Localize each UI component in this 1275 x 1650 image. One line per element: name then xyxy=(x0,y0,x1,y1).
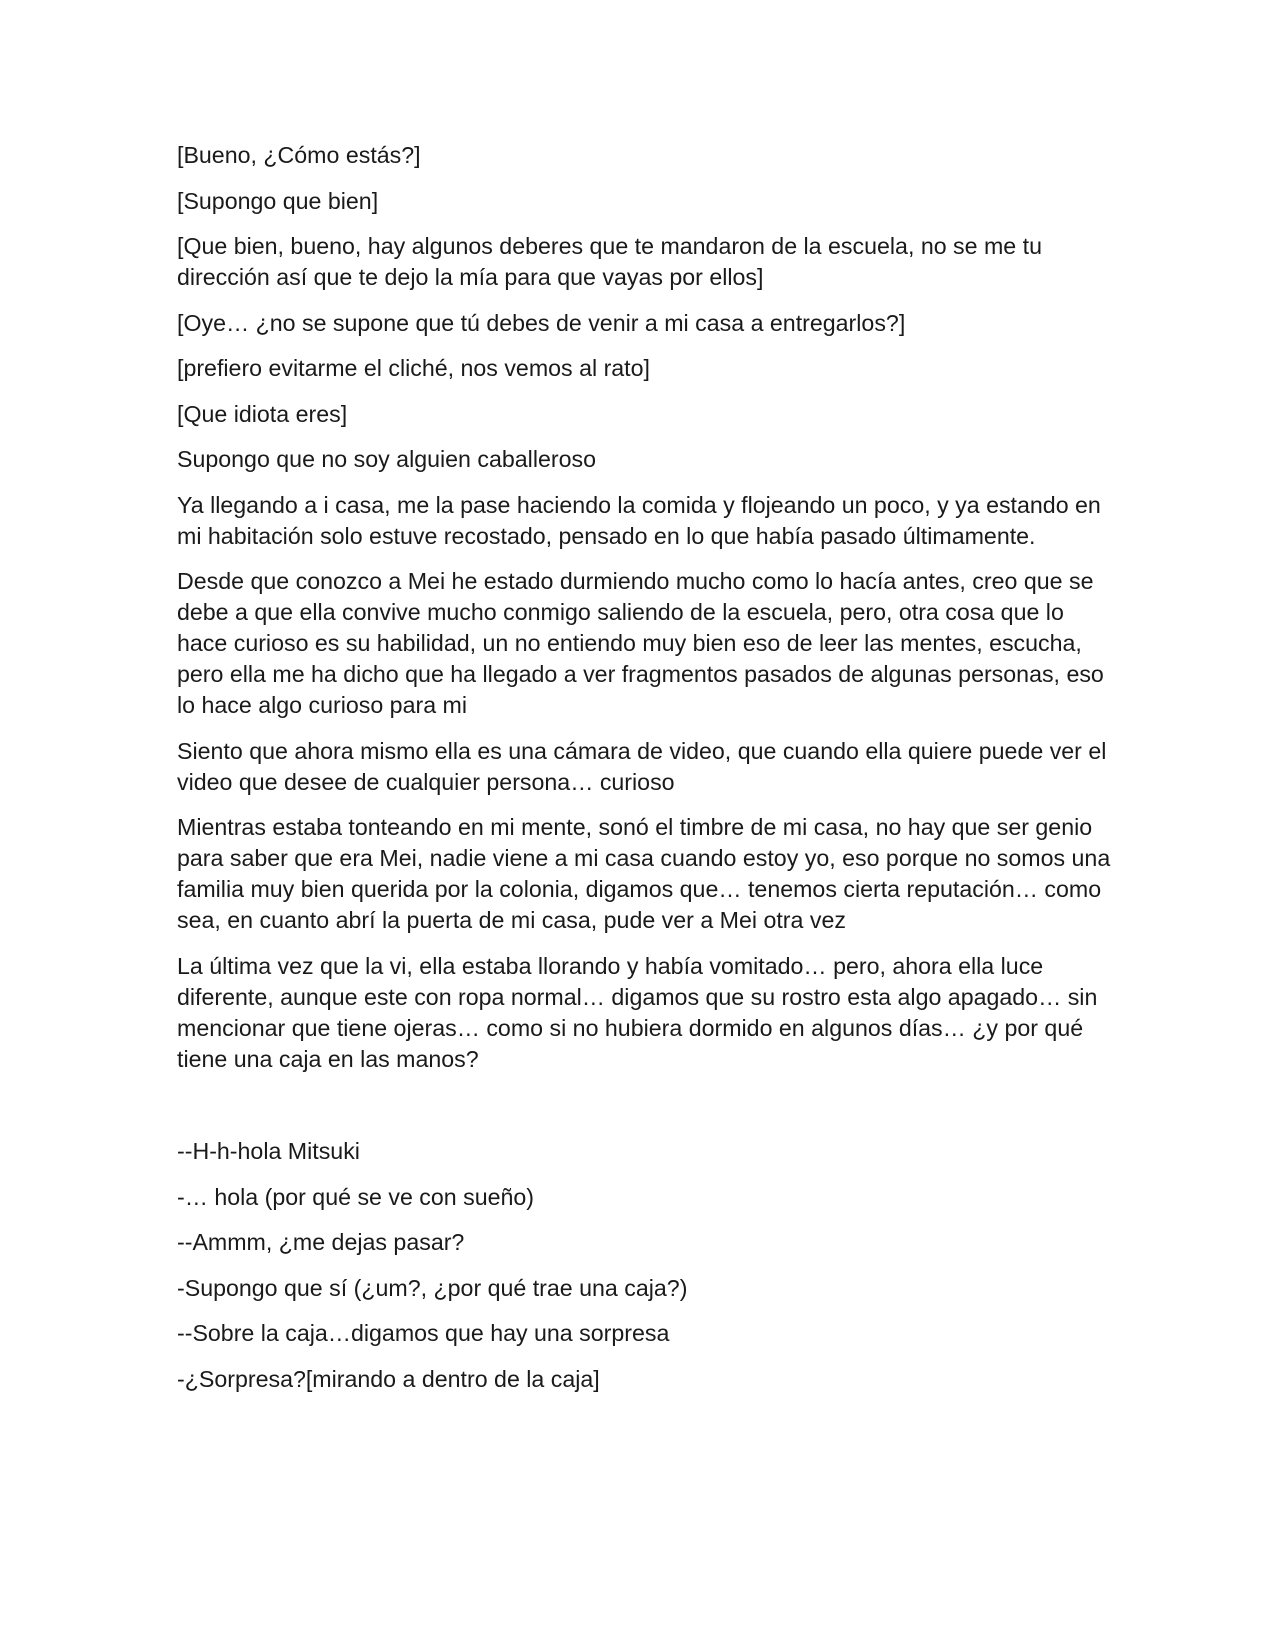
paragraph: [Oye… ¿no se supone que tú debes de venir a mi casa a entregarlos?] xyxy=(177,309,906,336)
paragraph: [Supongo que bien] xyxy=(177,187,379,214)
dialogue-line: --H-h-hola Mitsuki xyxy=(177,1138,360,1164)
document-body xyxy=(177,140,1117,1409)
paragraph: [Que bien, bueno, hay algunos deberes que te mandaron de la escuela, no se me tu dirección así que te dejo la mía para que vayas por ellos] xyxy=(177,233,1042,290)
paragraph: [Bueno, ¿Cómo estás?] xyxy=(177,142,421,168)
paragraph: Mientras estaba tonteando en mi mente, sonó el timbre de mi casa, no hay que ser genio para saber que era Mei, nadie viene a mi casa cuando estoy yo, eso porque no somos una familia muy bien querida por la colonia, digamos que… tenemos cierta reputación… como sea, en cuanto abrí la puerta de mi casa, pude ver a Mei otra vez xyxy=(177,814,1111,933)
paragraph: Desde que conozco a Mei he estado durmiendo mucho como lo hacía antes, creo que se debe a que ella convive mucho conmigo saliendo de la escuela, pero, otra cosa que lo hace curioso es su habilidad, un no entiendo muy bien eso de leer las mentes, escucha, pero ella me ha dicho que ha llegado a ver fragmentos pasados de algunas personas, eso lo hace algo curioso para mi xyxy=(177,568,1104,718)
paragraph: [prefiero evitarme el cliché, nos vemos al rato] xyxy=(177,355,650,381)
paragraph: Supongo que no soy alguien caballeroso xyxy=(177,446,596,472)
paragraph: Ya llegando a i casa, me la pase haciendo la comida y flojeando un poco, y ya estando en mi habitación solo estuve recostado, pensado en lo que había pasado últimamente. xyxy=(177,491,1101,549)
blank-line xyxy=(177,1089,1117,1136)
dialogue-line: --Sobre la caja…digamos que hay una sorpresa xyxy=(177,1320,670,1346)
dialogue-line: -Supongo que sí (¿um?, ¿por qué trae una caja?) xyxy=(177,1274,688,1301)
dialogue-line: -¿Sorpresa?[mirando a dentro de la caja] xyxy=(177,1365,600,1392)
paragraph: Siento que ahora mismo ella es una cámara de video, que cuando ella quiere puede ver el video que desee de cualquier persona… curioso xyxy=(177,737,1107,795)
dialogue-line: --Ammm, ¿me dejas pasar? xyxy=(177,1229,465,1255)
paragraph: La última vez que la vi, ella estaba llorando y había vomitado… pero, ahora ella luce diferente, aunque este con ropa normal… digamos que su rostro esta algo apagado… sin mencionar que tiene ojeras… como si no hubiera dormido en algunos días… ¿y por qué tiene una caja en las manos? xyxy=(177,952,1098,1072)
paragraph: [Que idiota eres] xyxy=(177,400,348,427)
dialogue-line: -… hola (por qué se ve con sueño) xyxy=(177,1183,535,1210)
